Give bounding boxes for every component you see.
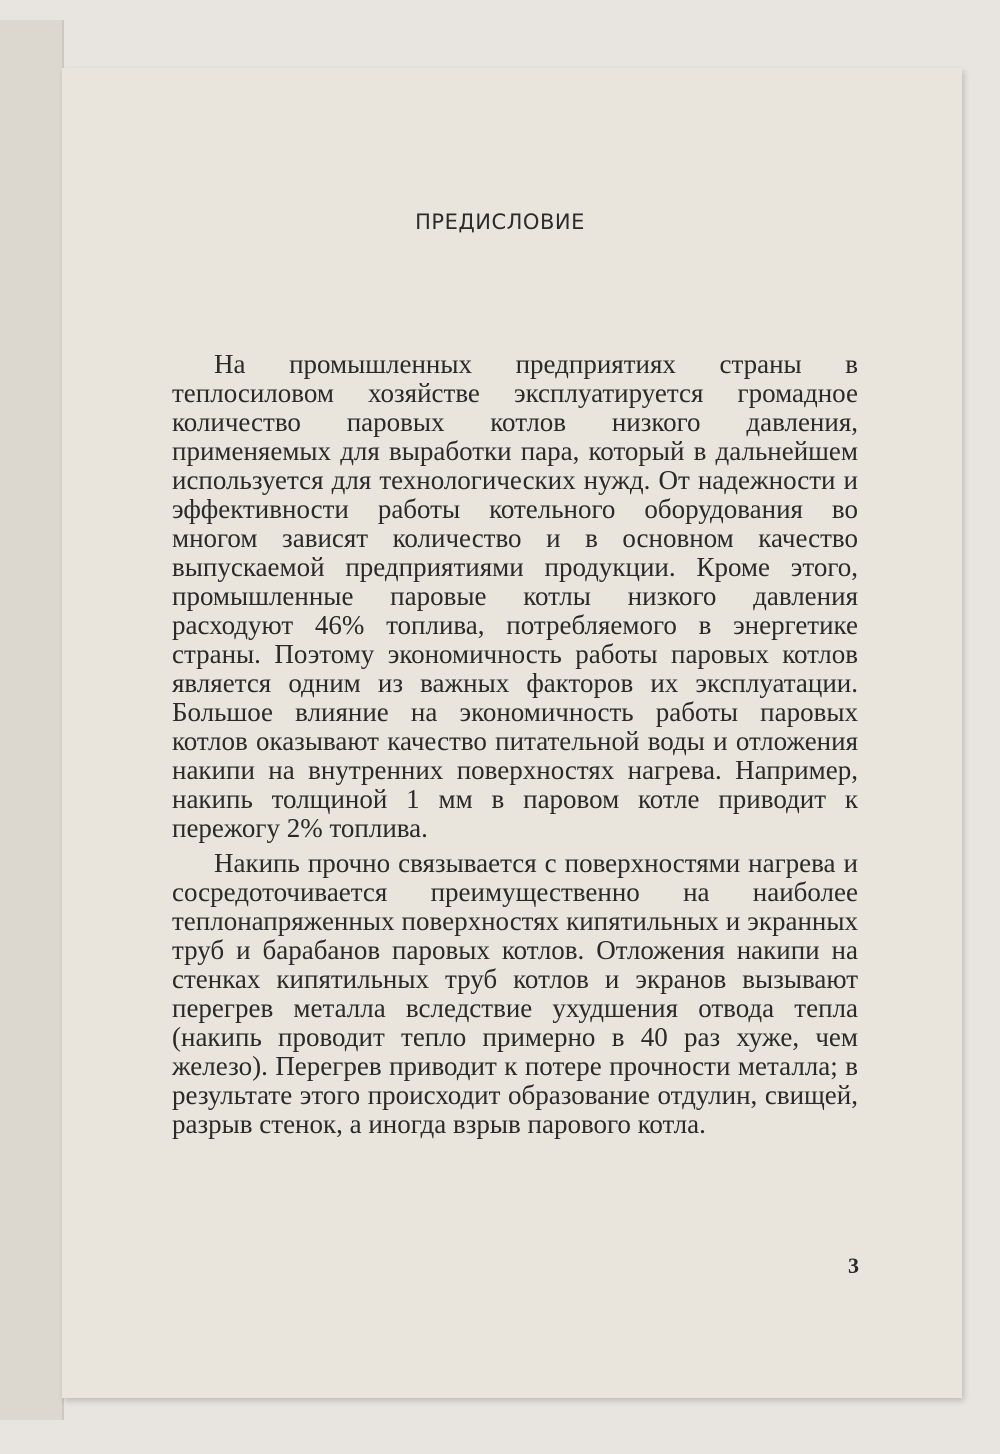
body-text (172, 350, 858, 1139)
book-page (62, 68, 962, 1398)
paragraph-2: Накипь прочно связывается с поверхностями нагрева и сосредоточивается преимущественно на наиболее теплонапряженных поверхностях кипятильных и экранных труб и барабанов паровых котлов. Отложения накипи на стенках кипятильных труб котлов и экранов вызывают перегрев металла вследствие ухудшения отвода тепла (накипь проводит тепло примерно в 40 раз хуже, чем железо). Перегрев приводит к потере прочности металла; в результате этого происходит образование отдулин, свищей, разрыв стенок, а иногда взрыв парового котла. (172, 848, 858, 1139)
page-heading: ПРЕДИСЛОВИЕ (415, 210, 585, 234)
paragraph-1: На промышленных предприятиях страны в теплосиловом хозяйстве эксплуатируется громадное количество паровых котлов низкого давления, применяемых для выработки пара, который в дальнейшем используется для технологических нужд. От надежности и эффективности работы котельного оборудования во многом зависят количество и в основном качество выпускаемой предприятиями продукции. Кроме этого, промышленные паровые котлы низкого давления расходуют 46% топлива, потребляемого в энергетике страны. Поэтому экономичность работы паровых котлов является одним из важных факторов их эксплуатации. Большое влияние на экономичность работы паровых котлов оказывают качество питательной воды и отложения накипи на внутренних поверхностях нагрева. Например, накипь толщиной 1 мм в паровом котле приводит к пережогу 2% топлива. (172, 349, 858, 843)
page-number: 3 (848, 1253, 859, 1278)
